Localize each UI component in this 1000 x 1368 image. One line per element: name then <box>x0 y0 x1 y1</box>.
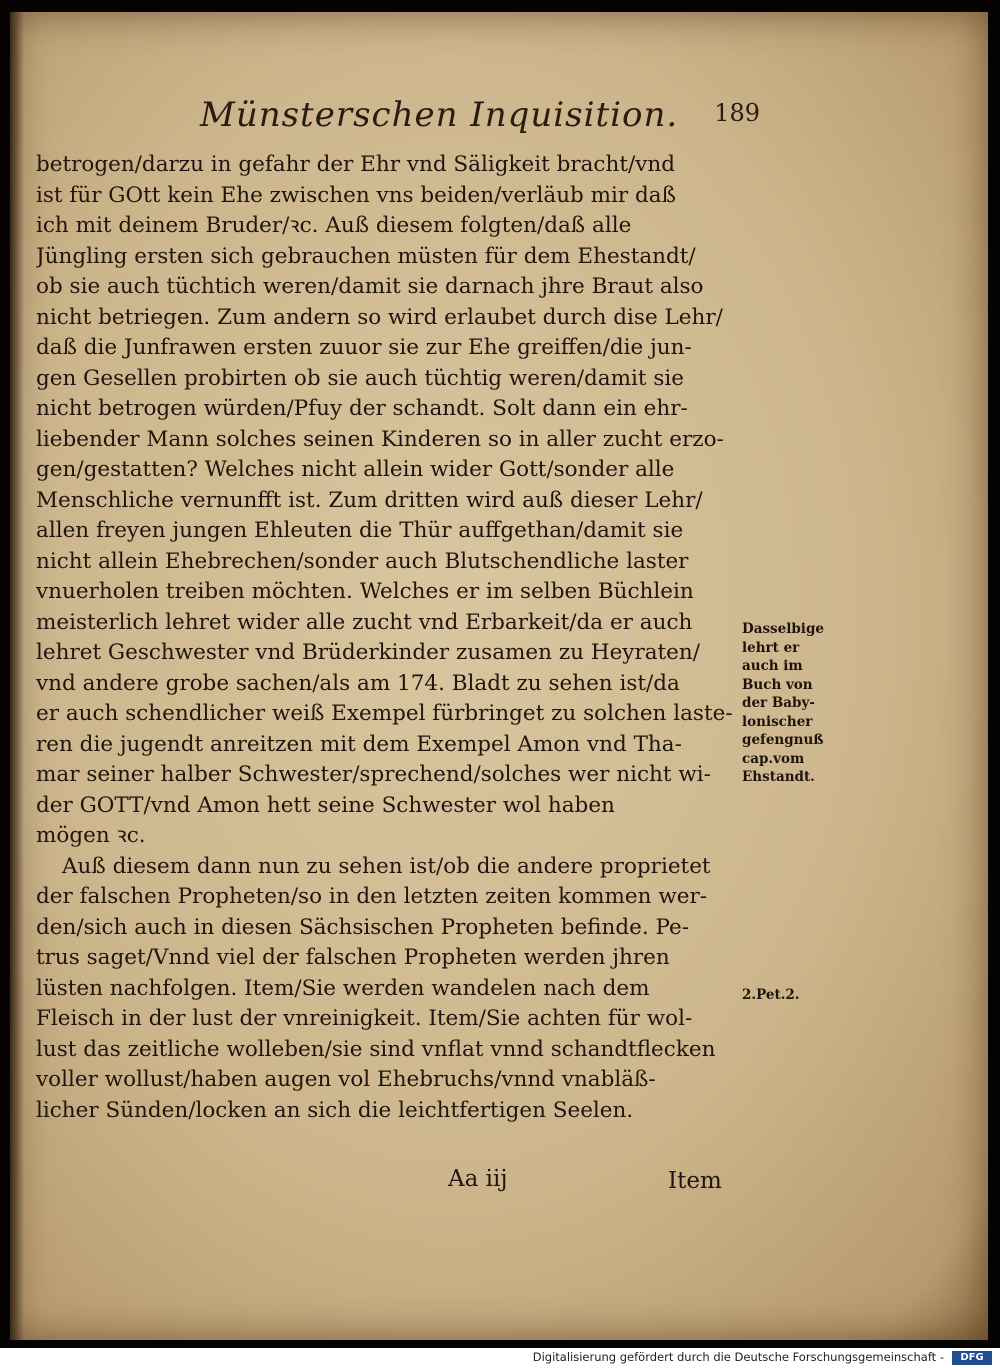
margin-note-line: auch im <box>742 658 803 674</box>
margin-note-line: Ehstandt. <box>742 769 815 785</box>
text-line: liebender Mann solches seinen Kinderen so in aller zucht erzo- <box>36 426 724 452</box>
text-line: nicht allein Ehebrechen/sonder auch Blutschendliche laster <box>36 548 689 574</box>
text-line: lust das zeitliche wolleben/sie sind vnflat vnnd schandtflecken <box>36 1036 716 1062</box>
text-line: gen/gestatten? Welches nicht allein wider Gott/sonder alle <box>36 457 675 482</box>
text-line: voller wollust/haben augen vol Ehebruchs/vnnd vnabläß- <box>36 1067 656 1092</box>
text-line: allen freyen jungen Ehleuten die Thür auffgethan/damit sie <box>36 518 684 543</box>
text-line: Jüngling ersten sich gebrauchen müsten für dem Ehestandt/ <box>36 243 696 269</box>
text-line: ist für GOtt kein Ehe zwischen vns beiden/verläub mir daß <box>36 182 676 208</box>
text-line: vnuerholen treiben möchten. Welches er im selben Büchlein <box>36 579 694 604</box>
text-line: Menschliche vernunfft ist. Zum dritten wird auß dieser Lehr/ <box>36 487 703 513</box>
text-line: lehret Geschwester vnd Brüderkinder zusamen zu Heyraten/ <box>36 640 701 665</box>
margin-note-line: Dasselbige <box>742 621 824 637</box>
dfg-logo: DFG <box>952 1351 992 1365</box>
text-line: lüsten nachfolgen. Item/Sie werden wandelen nach dem <box>36 975 650 1001</box>
margin-note-line: der Baby- <box>742 695 815 711</box>
margin-note-line: lehrt er <box>742 639 800 656</box>
margin-note-line: 2.Pet.2. <box>742 987 800 1003</box>
page-number: 189 <box>714 99 760 127</box>
text-line: nicht betrogen würden/Pfuy der schandt. Solt dann ein ehr- <box>36 396 688 421</box>
text-line: nicht betriegen. Zum andern so wird erlaubet durch dise Lehr/ <box>36 304 723 330</box>
margin-note-line: gefengnuß <box>742 732 824 748</box>
body-text <box>36 150 741 1126</box>
credit-text: Digitalisierung gefördert durch die Deutsche Forschungsgemeinschaft - <box>532 1350 944 1364</box>
signature-mark: Aa iij <box>448 1166 508 1192</box>
text-line: betrogen/darzu in gefahr der Ehr vnd Säligkeit bracht/vnd <box>36 152 675 177</box>
text-line: licher Sünden/locken an sich die leichtfertigen Seelen. <box>36 1097 634 1123</box>
text-line: ren die jugendt anreitzen mit dem Exempel Amon vnd Tha- <box>36 731 682 757</box>
text-line: mar seiner halber Schwester/sprechend/solches wer nicht wi- <box>36 762 711 787</box>
running-head: Münsterschen Inquisition. <box>200 95 679 135</box>
text-line: ich mit deinem Bruder/ꝛc. Auß diesem folgten/daß alle <box>36 213 632 238</box>
text-line: Fleisch in der lust der vnreinigkeit. Item/Sie achten für wol- <box>36 1006 693 1031</box>
catchword: Item <box>668 1168 722 1194</box>
margin-note-line: Buch von <box>742 676 813 693</box>
margin-note-line: lonischer <box>742 713 813 730</box>
margin-note-peter <box>742 986 852 1005</box>
text-line: trus saget/Vnnd viel der falschen Propheten werden jhren <box>36 945 670 970</box>
text-line: er auch schendlicher weiß Exempel fürbringet zu solchen laste- <box>36 701 733 726</box>
text-line: vnd andere grobe sachen/als am 174. Bladt zu sehen ist/da <box>36 670 680 696</box>
text-line: mögen ꝛc. <box>36 823 146 848</box>
text-line: den/sich auch in diesen Sächsischen Propheten befinde. Pe- <box>36 914 690 940</box>
text-line: der GOTT/vnd Amon hett seine Schwester wol haben <box>36 792 615 818</box>
page-header <box>200 95 760 145</box>
margin-note-line: cap.vom <box>742 750 805 767</box>
text-line: daß die Junfrawen ersten zuuor sie zur Ehe greiffen/die jun- <box>36 335 692 360</box>
text-line: meisterlich lehret wider alle zucht vnd Erbarkeit/da er auch <box>36 609 693 635</box>
text-line: ob sie auch tüchtich weren/damit sie darnach jhre Braut also <box>36 274 704 299</box>
text-line: der falschen Propheten/so in den letzten zeiten kommen wer- <box>36 884 707 909</box>
text-line: Auß diesem dann nun zu sehen ist/ob die andere proprietet <box>62 853 711 879</box>
margin-note-babylonian <box>742 620 852 787</box>
text-line: gen Gesellen probirten ob sie auch tüchtig weren/damit sie <box>36 365 684 391</box>
